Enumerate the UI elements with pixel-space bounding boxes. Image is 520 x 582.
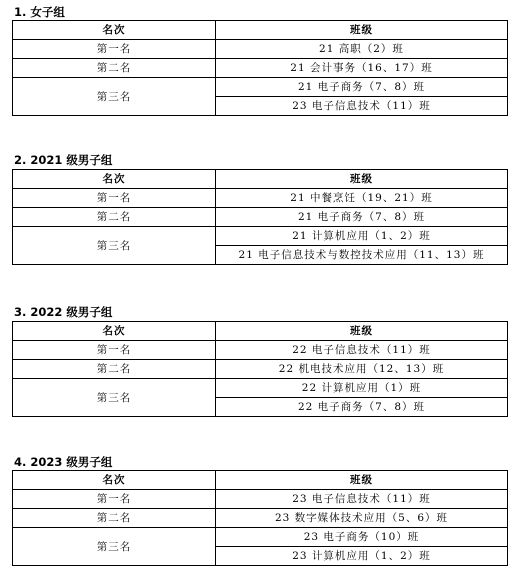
rank-cell: 第二名 — [13, 360, 216, 379]
table-row — [13, 227, 508, 246]
rank-cell: 第二名 — [13, 509, 216, 528]
section-title: 4. 2023 级男子组 — [14, 455, 113, 469]
class-cell: 23 电子商务（10）班 — [216, 528, 508, 547]
rank-cell: 第二名 — [13, 59, 216, 78]
table-row — [13, 341, 508, 360]
results-table — [12, 321, 508, 417]
class-cell: 21 高职（2）班 — [216, 40, 508, 59]
table-header-row — [13, 322, 508, 341]
results-table — [12, 470, 508, 566]
table-row — [13, 360, 508, 379]
class-cell: 21 电子信息技术与数控技术应用（11、13）班 — [216, 246, 508, 265]
class-cell: 22 机电技术应用（12、13）班 — [216, 360, 508, 379]
class-cell: 21 会计事务（16、17）班 — [216, 59, 508, 78]
table-row — [13, 379, 508, 398]
table-row — [13, 490, 508, 509]
rank-cell: 第一名 — [13, 490, 216, 509]
results-table — [12, 169, 508, 265]
table-header-row — [13, 471, 508, 490]
rank-header: 名次 — [13, 170, 216, 189]
class-header: 班级 — [216, 170, 508, 189]
section-title: 3. 2022 级男子组 — [14, 305, 113, 319]
class-cell: 21 电子商务（7、8）班 — [216, 208, 508, 227]
rank-cell: 第二名 — [13, 208, 216, 227]
rank-header: 名次 — [13, 471, 216, 490]
table-header-row — [13, 170, 508, 189]
rank-cell: 第三名 — [13, 78, 216, 116]
class-cell: 21 电子商务（7、8）班 — [216, 78, 508, 97]
class-cell: 23 数字媒体技术应用（5、6）班 — [216, 509, 508, 528]
results-table — [12, 20, 508, 116]
rank-cell: 第一名 — [13, 40, 216, 59]
table-row — [13, 40, 508, 59]
rank-cell: 第三名 — [13, 528, 216, 566]
rank-header: 名次 — [13, 21, 216, 40]
table-row — [13, 208, 508, 227]
rank-cell: 第一名 — [13, 341, 216, 360]
class-cell: 21 中餐烹饪（19、21）班 — [216, 189, 508, 208]
class-cell: 21 计算机应用（1、2）班 — [216, 227, 508, 246]
table-row — [13, 528, 508, 547]
section-title: 1. 女子组 — [14, 5, 65, 19]
class-cell: 22 电子信息技术（11）班 — [216, 341, 508, 360]
table-row — [13, 59, 508, 78]
table-row — [13, 509, 508, 528]
class-cell: 23 电子信息技术（11）班 — [216, 490, 508, 509]
table-row — [13, 189, 508, 208]
rank-cell: 第一名 — [13, 189, 216, 208]
table-row — [13, 78, 508, 97]
class-header: 班级 — [216, 322, 508, 341]
class-header: 班级 — [216, 471, 508, 490]
rank-header: 名次 — [13, 322, 216, 341]
class-cell: 22 电子商务（7、8）班 — [216, 398, 508, 417]
rank-cell: 第三名 — [13, 379, 216, 417]
table-header-row — [13, 21, 508, 40]
section-title: 2. 2021 级男子组 — [14, 153, 113, 167]
class-cell: 23 计算机应用（1、2）班 — [216, 547, 508, 566]
rank-cell: 第三名 — [13, 227, 216, 265]
class-cell: 23 电子信息技术（11）班 — [216, 97, 508, 116]
class-header: 班级 — [216, 21, 508, 40]
class-cell: 22 计算机应用（1）班 — [216, 379, 508, 398]
